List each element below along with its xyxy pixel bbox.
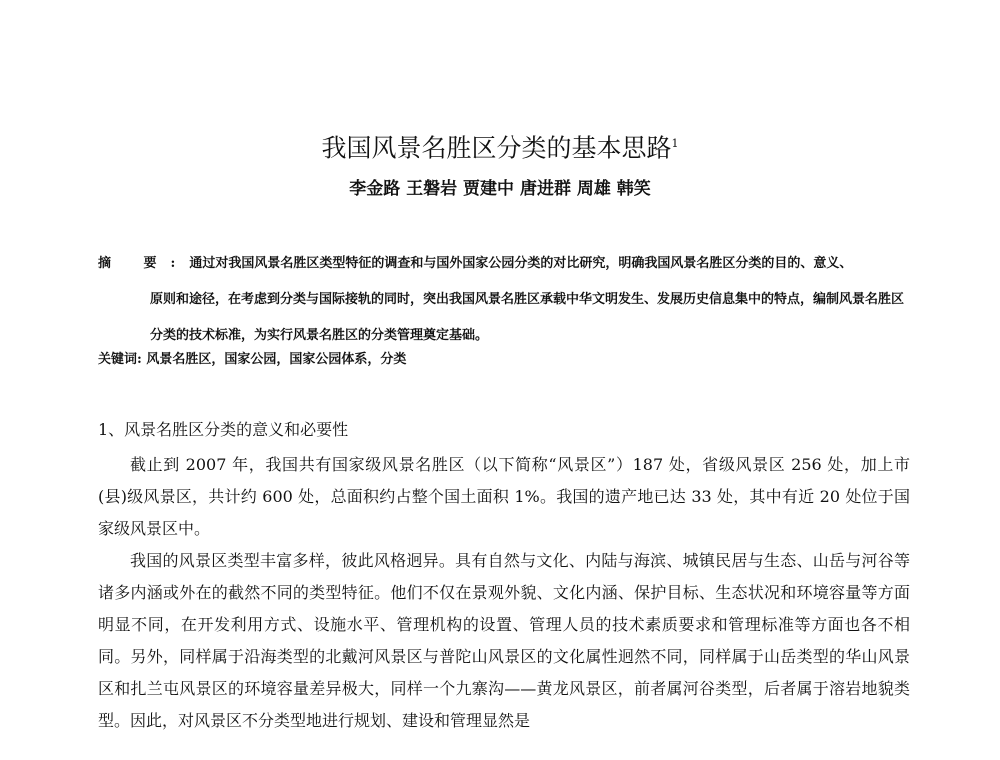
abstract-label: 摘 要:	[98, 256, 190, 271]
body-paragraph: 我国的风景区类型丰富多样，彼此风格迥异。具有自然与文化、内陆与海滨、城镇民居与生态、山岳与河谷等诸多内涵或外在的截然不同的类型特征。他们不仅在景观外貌、文化内涵、保护目标、生态状况和环境容量等方面明显不同，在开发利用方式、设施水平、管理机构的设置、管理人员的技术素质要求和管理标准等方面也各不相同。另外，同样属于沿海类型的北戴河风景区与普陀山风景区的文化属性迥然不同，同样属于山岳类型的华山风景区和扎兰屯风景区的环境容量差异极大，同样一个九寨沟——黄龙风景区，前者属河谷类型，后者属于溶岩地貌类型。因此，对风景区不分类型地进行规划、建设和管理显然是	[98, 551, 910, 730]
abstract-body: 原则和途径，在考虑到分类与国际接轨的同时，突出我国风景名胜区承载中华文明发生、发展历史信息集中的特点，编制风景名胜区分类的技术标准，为实行风景名胜区的分类管理奠定基础。	[150, 292, 905, 343]
paper-title-text: 我国风景名胜区分类的基本思路	[321, 133, 672, 163]
abstract	[98, 246, 908, 354]
paper-title	[0, 128, 1000, 164]
section-heading: 1、风景名胜区分类的意义和必要性	[98, 420, 349, 439]
abstract-line1-text: 通过对我国风景名胜区类型特征的调查和与国外国家公园分类的对比研究，明确我国风景名胜区分类的目的、意义、	[189, 256, 853, 271]
abstract-first-line	[98, 246, 908, 282]
section-body	[98, 449, 910, 737]
keywords-text: 风景名胜区，国家公园，国家公园体系，分类	[146, 352, 407, 367]
keywords	[98, 349, 908, 371]
title-footnote-marker: 1	[671, 137, 679, 150]
keywords-label: 关键词:	[98, 352, 142, 367]
body-paragraph: 截止到 2007 年，我国共有国家级风景名胜区（以下简称“风景区”）187 处，省级风景区 256 处，加上市(县)级风景区，共计约 600 处，总面积约占整个国土面积 1%。我国的遗产地已达 33 处，其中有近 20 处位于国家级风景区中。	[98, 455, 910, 538]
author-list: 李金路 王磐岩 贾建中 唐进群 周雄 韩笑	[349, 179, 651, 199]
